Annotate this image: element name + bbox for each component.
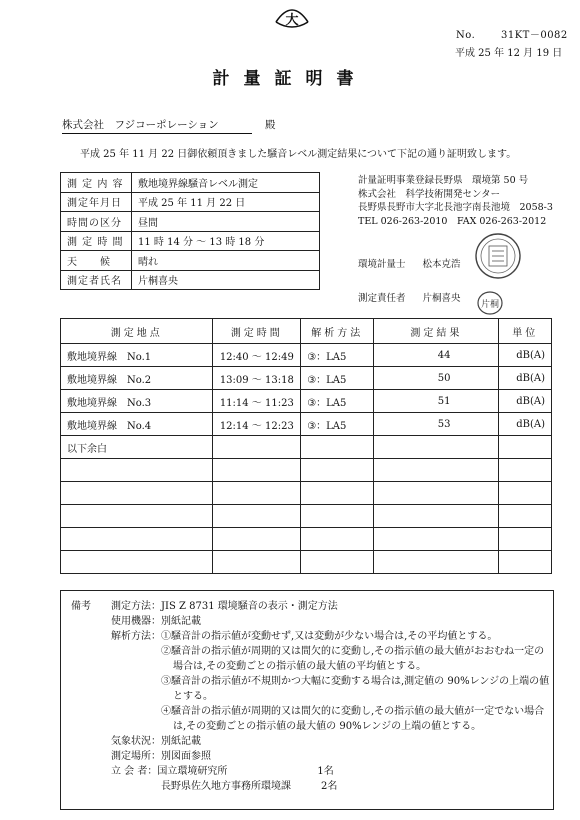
recipient-honorific: 殿: [265, 119, 276, 131]
cell-unit: [499, 459, 552, 482]
info-value: 敷地境界線騒音レベル測定: [132, 173, 320, 193]
cell-location: [61, 482, 213, 505]
info-row: [61, 251, 320, 271]
cell-method: [301, 551, 374, 574]
cell-location: [61, 459, 213, 482]
info-value: 平成 25 年 11 月 22 日: [132, 192, 320, 212]
issue-date: 平成 25 年 12 月 19 日: [455, 48, 563, 59]
remarks-line: 長野県佐久地方事務所環境課 2名: [161, 781, 338, 792]
certifier-row: [358, 256, 461, 270]
remarks-label: 備考: [71, 601, 91, 612]
cell-result: 53: [374, 413, 499, 436]
cell-unit: [499, 482, 552, 505]
info-row: [61, 212, 320, 232]
cell-method: [301, 482, 374, 505]
info-row: [61, 270, 320, 290]
info-value: 11 時 14 分 ～ 13 時 18 分: [132, 231, 320, 251]
info-value: 昼間: [132, 212, 320, 232]
issuer-phone: TEL 026-263-2010 FAX 026-263-2012: [358, 215, 547, 227]
cell-location: 敷地境界線 No.3: [61, 390, 213, 413]
remarks-line: 測定場所：別図面参照: [111, 751, 211, 762]
issuer-address: 長野県長野市大字北長池字南長池境 2058-3: [358, 202, 553, 213]
cell-result: 44: [374, 344, 499, 367]
cell-method: [301, 528, 374, 551]
info-value: 晴れ: [132, 251, 320, 271]
table-row: [61, 390, 552, 413]
table-row: [61, 459, 552, 482]
remarks-line: 使用機器：別紙記載: [111, 616, 201, 627]
cell-method: ③：LA5: [301, 390, 374, 413]
issuer-company: 株式会社 科学技術開発センター: [358, 188, 501, 200]
cell-location: [61, 505, 213, 528]
results-table: [60, 318, 552, 574]
cell-location: 敷地境界線 No.1: [61, 344, 213, 367]
certifier-name: 松本克浩: [422, 259, 461, 270]
document-number-value: 31KT－0082: [500, 30, 568, 41]
recipient: [62, 117, 276, 134]
cell-location: [61, 528, 213, 551]
logo-text: 大: [285, 13, 299, 28]
remarks-line: 気象状況：別紙記載: [111, 736, 201, 747]
table-row: [61, 482, 552, 505]
page-title: 計量証明書: [212, 69, 368, 89]
cell-time: [213, 551, 301, 574]
personal-seal-icon: [476, 290, 504, 316]
remarks-line: とする。: [173, 691, 213, 702]
cell-unit: dB(A): [499, 390, 552, 413]
cell-time: 11:14 ～ 11:23: [213, 390, 301, 413]
table-row: [61, 436, 552, 459]
cell-result: [374, 482, 499, 505]
cell-method: ③：LA5: [301, 413, 374, 436]
seal-text: 片桐: [480, 300, 500, 310]
cell-location: 以下余白: [61, 436, 213, 459]
cell-method: [301, 459, 374, 482]
info-row: [61, 231, 320, 251]
info-label: 測 定 内 容: [61, 173, 132, 193]
cell-result: 50: [374, 367, 499, 390]
remarks-box: [60, 590, 554, 810]
remarks-line: 測定方法：JIS Z 8731 環境騒音の表示・測定方法: [111, 601, 338, 612]
header-time: 測定時間: [213, 319, 301, 344]
table-row: [61, 551, 552, 574]
info-label: 天 候: [61, 251, 132, 271]
cell-unit: [499, 436, 552, 459]
info-label: 測 定 時 間: [61, 231, 132, 251]
cell-location: 敷地境界線 No.4: [61, 413, 213, 436]
cell-time: [213, 482, 301, 505]
table-row: [61, 413, 552, 436]
table-row: [61, 528, 552, 551]
info-row: [61, 173, 320, 193]
cell-result: [374, 551, 499, 574]
measurement-info-table: [60, 172, 320, 290]
cell-unit: [499, 528, 552, 551]
cell-result: [374, 436, 499, 459]
remarks-line: は,その変動ごとの指示値の最大値の 90%レンジの上端の値とする。: [173, 721, 482, 732]
cell-time: 13:09 ～ 13:18: [213, 367, 301, 390]
cell-result: [374, 459, 499, 482]
recipient-name: 株式会社 フジコーポレーション: [62, 119, 219, 131]
company-logo-icon: [272, 2, 312, 34]
remarks-line: 解析方法：①騒音計の指示値が変動せず,又は変動が少ない場合は,その平均値とする。: [111, 631, 498, 642]
cell-time: 12:40 ～ 12:49: [213, 344, 301, 367]
info-label: 測定者氏名: [61, 270, 132, 290]
document-number-label: No.: [456, 30, 476, 41]
remarks-line: 立 会 者：国立環境研究所 1名: [111, 766, 334, 777]
results-header-row: [61, 319, 552, 344]
document-number: [456, 26, 568, 41]
table-row: [61, 505, 552, 528]
remarks-line: ④騒音計の指示値が周期的又は間欠的に変動し,その指示値の最大値が一定でない場合: [161, 706, 545, 717]
cell-location: [61, 551, 213, 574]
info-label: 時間の区分: [61, 212, 132, 232]
cell-result: 51: [374, 390, 499, 413]
table-row: [61, 344, 552, 367]
cell-time: [213, 436, 301, 459]
issuer-registration: 計量証明事業登録長野県 環境第 50 号: [358, 175, 529, 186]
cell-method: ③：LA5: [301, 344, 374, 367]
header-unit: 単位: [499, 319, 552, 344]
cell-time: [213, 528, 301, 551]
cell-unit: [499, 551, 552, 574]
cell-time: [213, 459, 301, 482]
intro-text: 平成 25 年 11 月 22 日御依頼頂きました騒音レベル測定結果について下記の通り証明致します。: [80, 149, 517, 160]
info-row: [61, 192, 320, 212]
info-value: 片桐喜央: [132, 270, 320, 290]
remarks-line: ③騒音計の指示値が不規則かつ大幅に変動する場合は,測定値の 90%レンジの上端の値: [161, 676, 550, 687]
cell-unit: dB(A): [499, 413, 552, 436]
cell-method: [301, 436, 374, 459]
cell-unit: dB(A): [499, 344, 552, 367]
table-row: [61, 367, 552, 390]
remarks-line: ②騒音計の指示値が周期的又は間欠的に変動し,その指示値の最大値がおおむね一定の: [161, 646, 545, 657]
info-label: 測定年月日: [61, 192, 132, 212]
responsible-row: [358, 290, 461, 304]
responsible-name: 片桐喜央: [422, 293, 461, 304]
issuer-block: [358, 174, 553, 228]
cell-time: 12:14 ～ 12:23: [213, 413, 301, 436]
cell-result: [374, 528, 499, 551]
remarks-line: 場合は,その変動ごとの指示値の最大値の平均値とする。: [173, 661, 427, 672]
cell-method: ③：LA5: [301, 367, 374, 390]
cell-method: [301, 505, 374, 528]
cell-time: [213, 505, 301, 528]
cell-location: 敷地境界線 No.2: [61, 367, 213, 390]
official-seal-icon: [474, 232, 522, 280]
header-location: 測定地点: [61, 319, 213, 344]
responsible-label: 測定責任者: [358, 293, 406, 304]
header-result: 測定結果: [374, 319, 499, 344]
header-method: 解析方法: [301, 319, 374, 344]
cell-unit: dB(A): [499, 367, 552, 390]
cell-result: [374, 505, 499, 528]
cell-unit: [499, 505, 552, 528]
certifier-label: 環境計量士: [358, 259, 406, 270]
